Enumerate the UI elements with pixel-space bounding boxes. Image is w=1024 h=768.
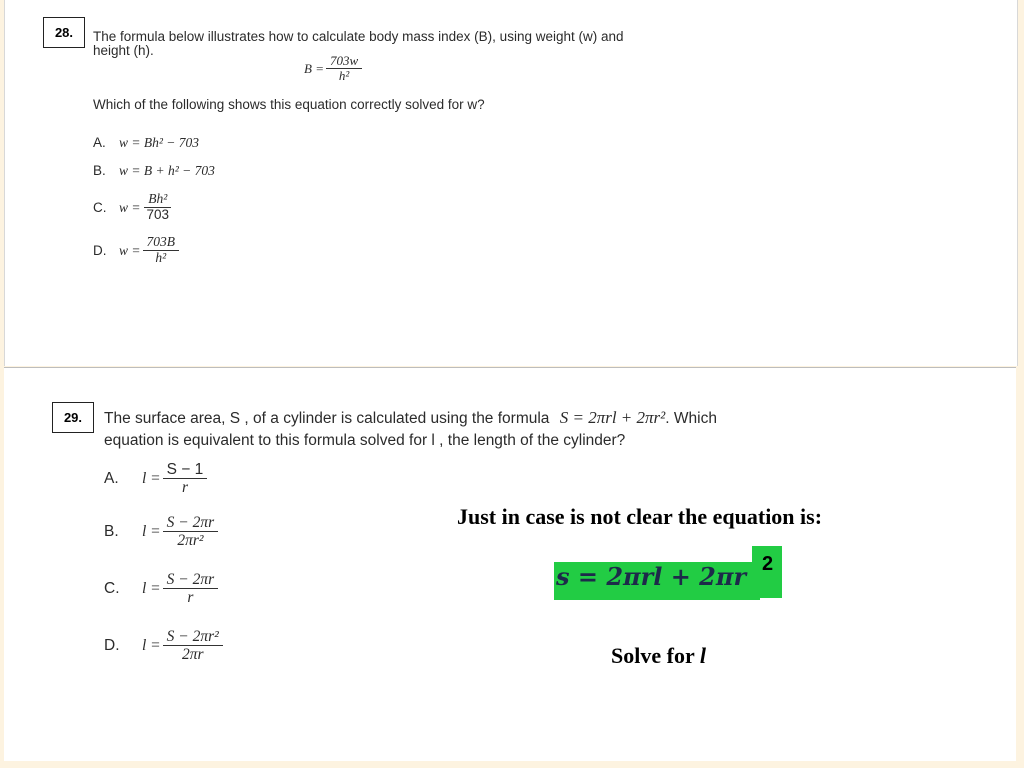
q29-option-d[interactable] bbox=[104, 628, 225, 663]
option-lhs: w = bbox=[119, 242, 141, 258]
option-lhs: w = bbox=[119, 199, 141, 215]
option-label: D. bbox=[93, 242, 107, 258]
option-den: 2πr² bbox=[177, 532, 204, 550]
option-den: 2πr bbox=[181, 646, 204, 664]
q29-option-a[interactable] bbox=[104, 461, 209, 496]
option-den: h² bbox=[155, 249, 167, 265]
option-fraction bbox=[163, 461, 208, 496]
q28-option-c[interactable] bbox=[93, 192, 175, 223]
note-solve-for bbox=[611, 643, 706, 669]
q28-option-b[interactable] bbox=[93, 163, 215, 178]
q29-stem-part2: . Which bbox=[665, 410, 717, 427]
q28-formula-den: h² bbox=[338, 68, 350, 84]
note-heading: Just in case is not clear the equation is: bbox=[457, 504, 823, 529]
option-fraction bbox=[163, 628, 223, 663]
q28-formula-num: 703w bbox=[326, 54, 362, 69]
q29-formula: S = 2πrl + 2πr² bbox=[559, 408, 666, 427]
q29-stem-part1: The surface area, S , of a cylinder is calculated using the formula bbox=[104, 410, 550, 427]
option-label: B. bbox=[104, 522, 119, 540]
q28-stem-line1: The formula below illustrates how to calculate body mass index (B), using weight (w) and bbox=[93, 29, 624, 44]
q28-formula-fraction bbox=[326, 54, 362, 84]
option-num: S − 2πr bbox=[163, 514, 219, 532]
question-28-panel bbox=[4, 0, 1018, 366]
option-num: S − 2πr² bbox=[163, 628, 223, 646]
option-num: S − 1 bbox=[163, 461, 208, 479]
question-number-28: 28. bbox=[43, 17, 85, 48]
option-label: A. bbox=[93, 135, 106, 150]
note-equation: s = 2πrl + 2πr bbox=[556, 562, 747, 591]
q29-option-b[interactable] bbox=[104, 514, 220, 549]
option-den: 703 bbox=[146, 206, 170, 222]
option-num: Bh² bbox=[144, 192, 171, 208]
q28-question: Which of the following shows this equation correctly solved for w? bbox=[93, 97, 485, 112]
option-lhs: l = bbox=[142, 469, 161, 487]
option-fraction bbox=[163, 514, 219, 549]
option-expr: w = B + h² − 703 bbox=[119, 163, 215, 178]
q28-option-a[interactable] bbox=[93, 135, 199, 150]
option-lhs: l = bbox=[142, 579, 161, 597]
question-number-29: 29. bbox=[52, 402, 94, 433]
option-num: S − 2πr bbox=[163, 571, 219, 589]
option-expr: w = Bh² − 703 bbox=[119, 135, 200, 150]
q28-formula bbox=[304, 54, 364, 84]
option-lhs: l = bbox=[142, 522, 161, 540]
option-fraction bbox=[143, 192, 174, 223]
solve-for-text: Solve for bbox=[611, 643, 700, 668]
option-label: C. bbox=[93, 199, 107, 215]
q28-stem-line2: height (h). bbox=[93, 43, 154, 58]
option-num: 703B bbox=[143, 235, 180, 251]
q28-option-d[interactable] bbox=[93, 235, 181, 266]
q29-stem-line1 bbox=[104, 407, 717, 430]
solve-for-variable: l bbox=[699, 643, 706, 668]
option-label: D. bbox=[104, 636, 120, 654]
option-label: A. bbox=[104, 469, 119, 487]
option-den: r bbox=[187, 589, 194, 607]
q29-option-c[interactable] bbox=[104, 571, 220, 606]
option-fraction bbox=[163, 571, 219, 606]
q29-stem-line2: equation is equivalent to this formula solved for l , the length of the cylinder? bbox=[104, 432, 626, 449]
q28-formula-lhs: B = bbox=[304, 60, 324, 76]
option-label: C. bbox=[104, 579, 120, 597]
option-den: r bbox=[181, 479, 188, 497]
note-equation-exponent: 2 bbox=[762, 553, 774, 575]
option-label: B. bbox=[93, 163, 106, 178]
option-lhs: l = bbox=[142, 636, 161, 654]
option-fraction bbox=[143, 235, 180, 266]
